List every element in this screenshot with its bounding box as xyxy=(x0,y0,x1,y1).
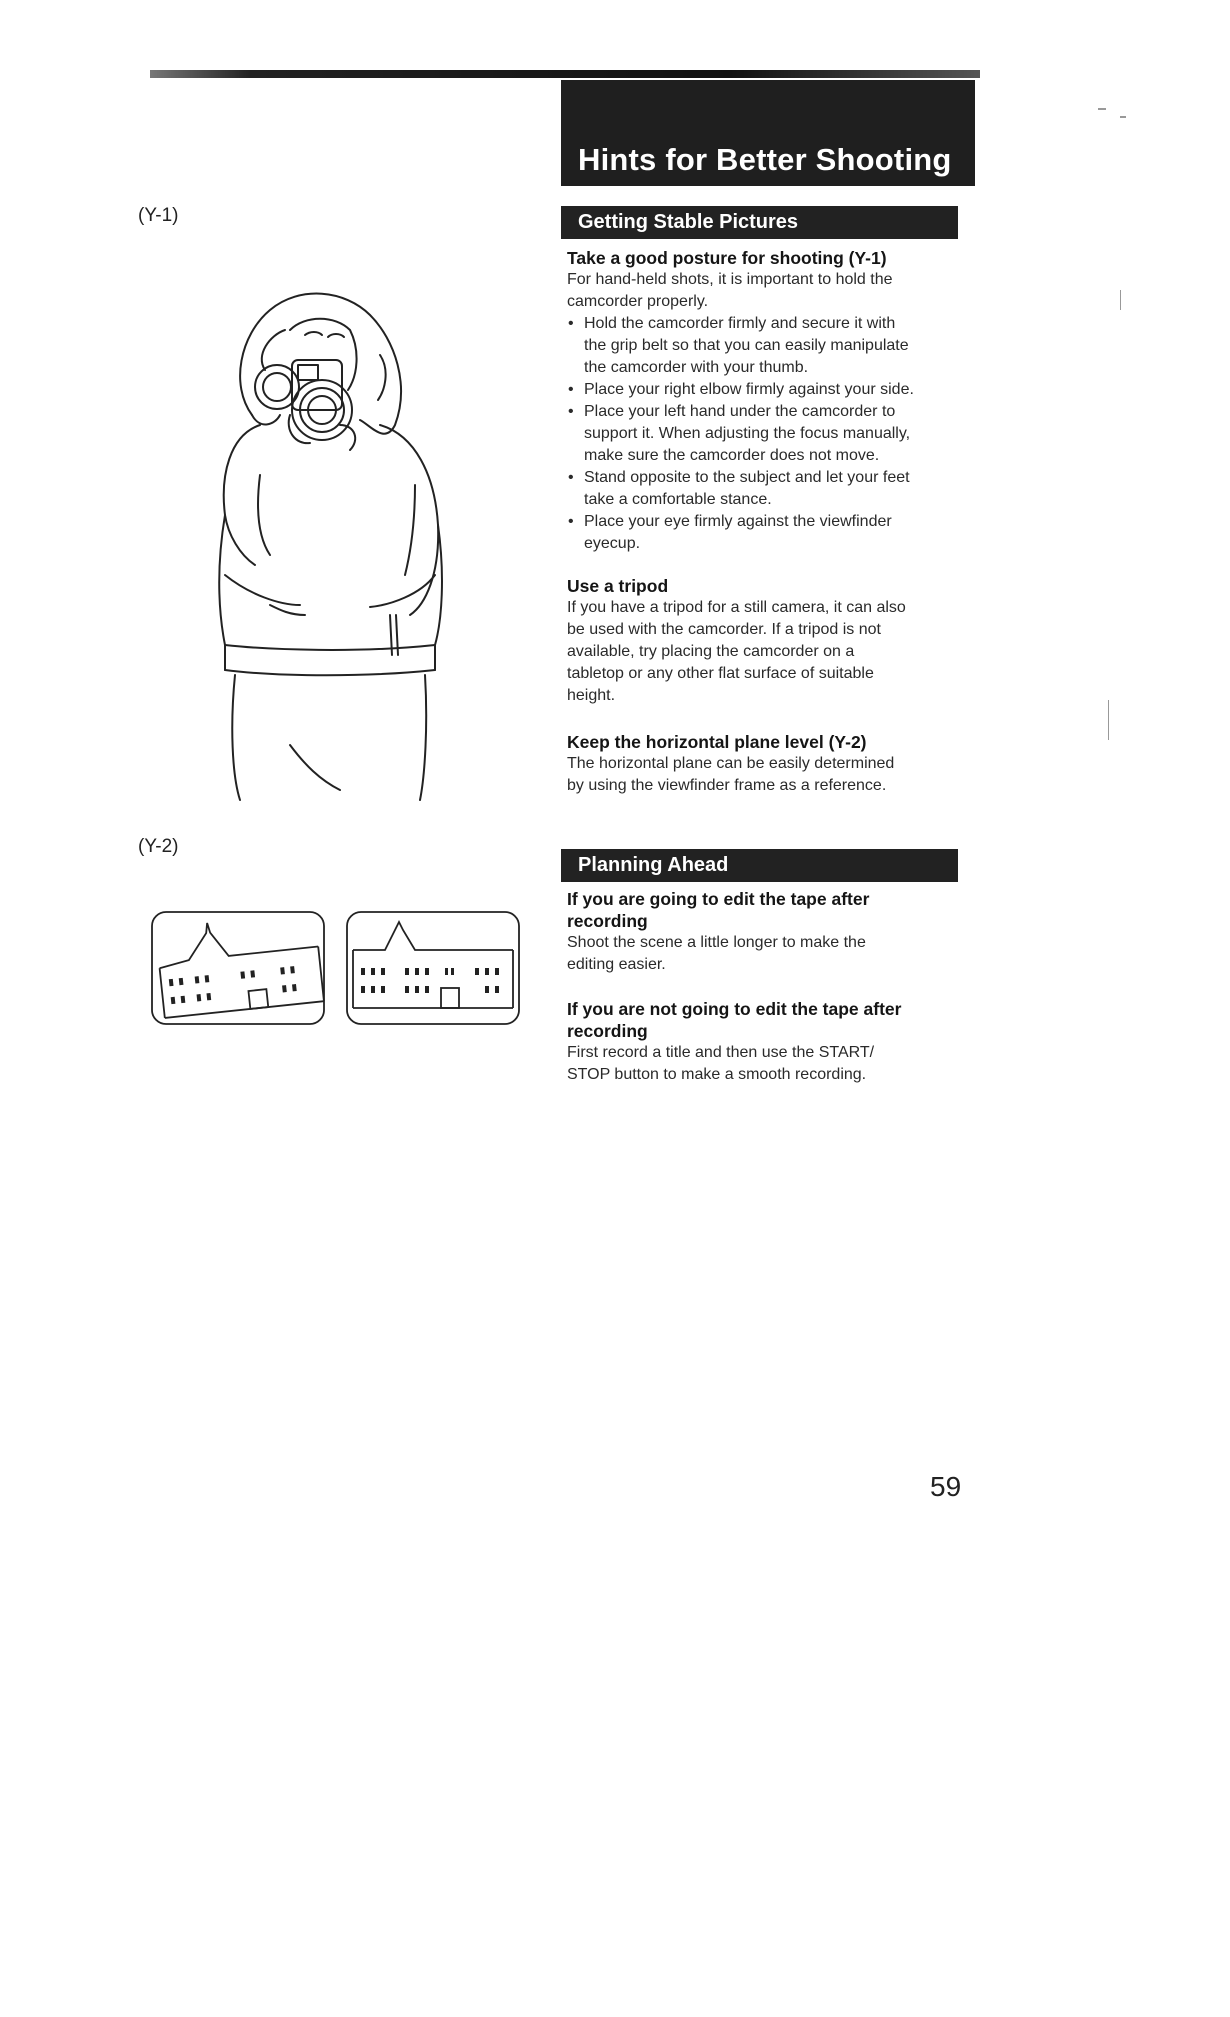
page-title: Hints for Better Shooting xyxy=(561,80,975,186)
tripod-line: be used with the camcorder. If a tripod is not xyxy=(567,621,881,638)
posture-block xyxy=(567,247,965,555)
tripod-line: available, try placing the camcorder on a xyxy=(567,643,855,660)
bullet-line: the grip belt so that you can easily manipulate xyxy=(584,337,909,354)
posture-heading: Take a good posture for shooting (Y-1) xyxy=(567,248,887,268)
posture-intro-line-2: camcorder properly. xyxy=(567,293,709,310)
bullet-item xyxy=(567,313,965,379)
horizontal-heading: Keep the horizontal plane level (Y-2) xyxy=(567,732,867,752)
bullet-item xyxy=(567,379,965,401)
top-rule xyxy=(150,70,980,78)
posture-illustration xyxy=(210,275,465,805)
section-header-stable-pictures: Getting Stable Pictures xyxy=(561,206,958,239)
bullet-item xyxy=(567,511,965,555)
noedit-heading-line-1: If you are not going to edit the tape after xyxy=(567,999,902,1019)
page-number: 59 xyxy=(930,1471,962,1502)
horizontal-line: by using the viewfinder frame as a reference. xyxy=(567,777,887,794)
level-frame-illustration xyxy=(345,910,521,1026)
scan-speck xyxy=(1108,700,1109,740)
noedit-line: STOP button to make a smooth recording. xyxy=(567,1066,867,1083)
bullet-line: • Place your eye firmly against the viewfinder xyxy=(584,513,892,530)
bullet-line: • Stand opposite to the subject and let your feet xyxy=(584,469,910,486)
bullet-item xyxy=(567,401,965,467)
posture-bullet-list xyxy=(567,313,965,555)
edit-line: Shoot the scene a little longer to make the xyxy=(567,934,866,951)
edit-line: editing easier. xyxy=(567,956,666,973)
bullet-line: make sure the camcorder does not move. xyxy=(584,447,880,464)
tripod-line: height. xyxy=(567,687,616,704)
bullet-line: the camcorder with your thumb. xyxy=(584,359,809,376)
noedit-block xyxy=(567,998,965,1086)
bullet-line: take a comfortable stance. xyxy=(584,491,772,508)
bullet-line: • Place your right elbow firmly against your side. xyxy=(584,381,914,398)
posture-intro-line-1: For hand-held shots, it is important to hold the xyxy=(567,271,893,288)
edit-heading-line-2: recording xyxy=(567,911,648,931)
tripod-line: If you have a tripod for a still camera, it can also xyxy=(567,599,906,616)
horizontal-block xyxy=(567,731,965,797)
horizontal-line: The horizontal plane can be easily determined xyxy=(567,755,895,772)
noedit-line: First record a title and then use the START/ xyxy=(567,1044,875,1061)
scan-speck xyxy=(1120,116,1126,118)
bullet-item xyxy=(567,467,965,511)
bullet-line: • Place your left hand under the camcorder to xyxy=(584,403,896,420)
tripod-heading: Use a tripod xyxy=(567,576,669,596)
tripod-line: tabletop or any other flat surface of suitable xyxy=(567,665,874,682)
scan-speck xyxy=(1120,290,1121,310)
edit-heading-line-1: If you are going to edit the tape after xyxy=(567,889,870,909)
figure-label-y2: (Y-2) xyxy=(138,836,179,857)
bullet-line: • Hold the camcorder firmly and secure it with xyxy=(584,315,896,332)
tripod-block xyxy=(567,575,965,707)
scan-speck xyxy=(1098,108,1106,110)
bullet-line: eyecup. xyxy=(584,535,641,552)
tilted-frame-illustration xyxy=(150,910,326,1026)
noedit-heading-line-2: recording xyxy=(567,1021,648,1041)
figure-label-y1: (Y-1) xyxy=(138,205,179,226)
bullet-line: support it. When adjusting the focus manually, xyxy=(584,425,911,442)
section-header-planning-ahead: Planning Ahead xyxy=(561,849,958,882)
edit-block xyxy=(567,888,965,976)
